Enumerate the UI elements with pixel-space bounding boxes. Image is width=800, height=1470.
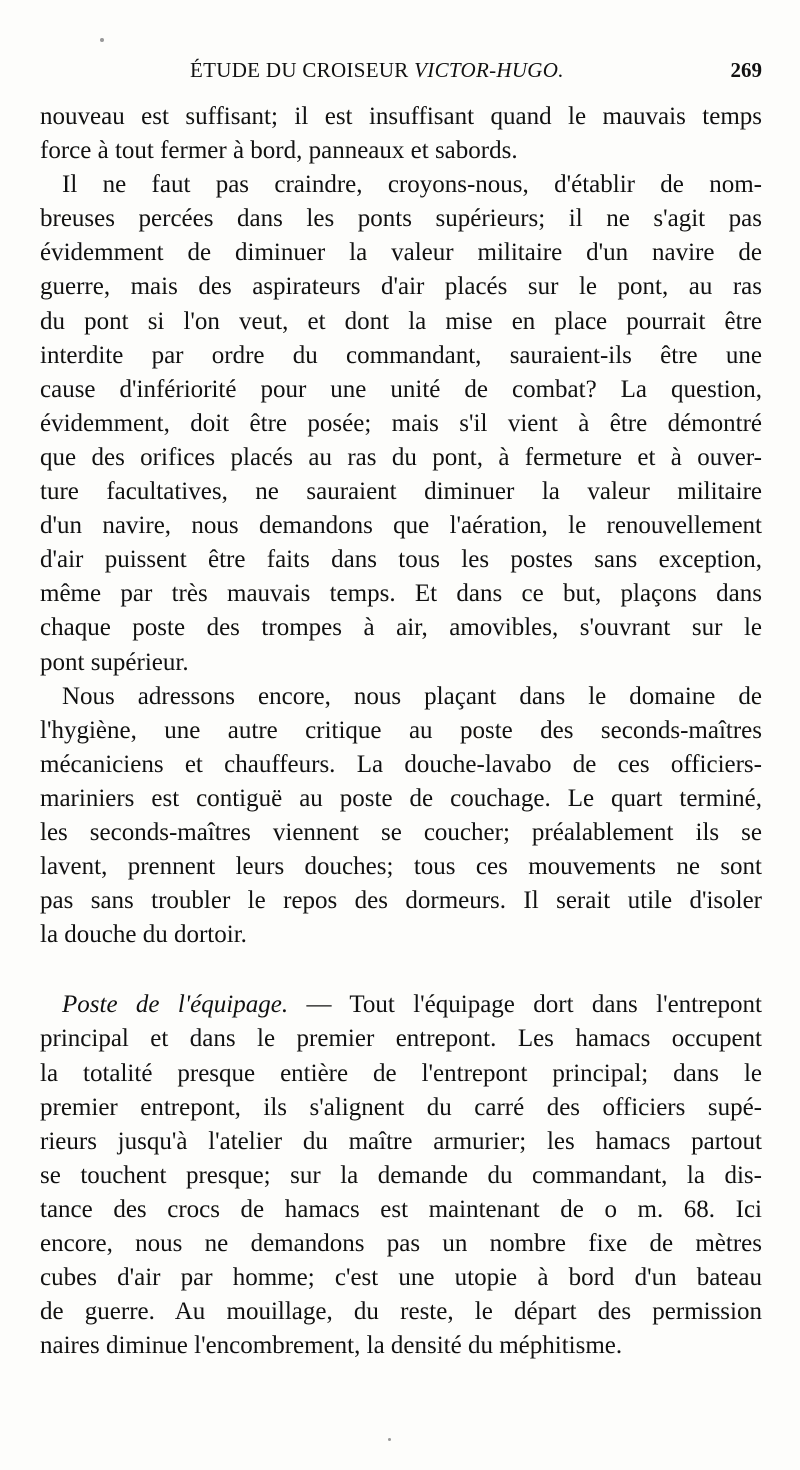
text-line: tance des crocs de hamacs est maintenant de o m. 68. Ici [40, 1195, 762, 1223]
text-line: rieurs jusqu'à l'atelier du maître armurier; les hamacs partout [40, 1127, 762, 1155]
text-line: la totalité presque entière de l'entrepont principal; dans le [40, 1059, 762, 1087]
text-line: naires diminue l'encombrement, la densité du méphitisme. [40, 1332, 623, 1360]
text-line: cubes d'air par homme; c'est une utopie à bord d'un bateau [40, 1264, 762, 1292]
running-title [190, 58, 564, 83]
section-gap [40, 952, 762, 988]
text-line: ture facultatives, ne sauraient diminuer la valeur militaire [40, 478, 762, 506]
text-line: premier entrepont, ils s'alignent du carré des officiers supé- [40, 1093, 762, 1121]
text-line: l'hygiène, une autre critique au poste des seconds-maîtres [40, 716, 762, 744]
text-line-continuation: — Tout l'équipage dort dans l'entrepont [288, 991, 762, 1019]
text-line: Nous adressons encore, nous plaçant dans le domaine de [62, 682, 762, 710]
paragraph-2 [40, 168, 762, 679]
body-text [40, 100, 762, 1363]
text-line: que des orifices placés au ras du pont, à fermeture et à ouver- [40, 443, 762, 471]
text-line: du pont si l'on veut, et dont la mise en place pourrait être [40, 307, 762, 335]
text-line [40, 988, 762, 1022]
text-line: guerre, mais des aspirateurs d'air placés sur le pont, au ras [40, 273, 762, 301]
running-head [40, 58, 762, 88]
text-line: pont supérieur. [40, 648, 189, 676]
text-line: évidemment, doit être posée; mais s'il vient à être démontré [40, 409, 762, 437]
text-line: d'air puissent être faits dans tous les postes sans exception, [40, 546, 762, 574]
text-line: d'un navire, nous demandons que l'aération, le renouvellement [40, 512, 762, 540]
text-line: la douche du dortoir. [40, 921, 247, 949]
page-number: 269 [730, 58, 762, 82]
section-run-in-heading: Poste de l'équipage. [62, 991, 289, 1019]
text-line: mariniers est contiguë au poste de couchage. Le quart terminé, [40, 784, 762, 812]
running-title-text: ÉTUDE DU CROISEUR [190, 58, 415, 82]
text-line: nouveau est suffisant; il est insuffisant quand le mauvais temps [40, 103, 762, 130]
text-line: cause d'infériorité pour une unité de combat? La question, [40, 375, 762, 403]
text-line: évidemment de diminuer la valeur militaire d'un navire de [40, 239, 762, 267]
text-line: breuses percées dans les ponts supérieurs; il ne s'agit pas [40, 205, 762, 233]
print-speck [100, 38, 104, 42]
text-line: chaque poste des trompes à air, amovibles, s'ouvrant sur le [40, 614, 762, 642]
running-title-ship-name: VICTOR-HUGO. [414, 58, 564, 82]
text-line: de guerre. Au mouillage, du reste, le départ des permission [40, 1298, 762, 1326]
text-line: interdite par ordre du commandant, sauraient-ils être une [40, 341, 762, 369]
text-line: lavent, prennent leurs douches; tous ces mouvements ne sont [40, 853, 762, 881]
text-line: Il ne faut pas craindre, croyons-nous, d'établir de nom- [62, 171, 762, 199]
text-line: se touchent presque; sur la demande du commandant, la dis- [40, 1161, 762, 1189]
print-speck [388, 1438, 391, 1441]
text-line: mécaniciens et chauffeurs. La douche-lavabo de ces officiers- [40, 750, 762, 778]
paragraph-1 [40, 100, 762, 168]
paragraph-4 [40, 988, 762, 1363]
text-line: principal et dans le premier entrepont. Les hamacs occupent [40, 1025, 762, 1053]
text-line: pas sans troubler le repos des dormeurs. Il serait utile d'isoler [40, 887, 762, 915]
text-line: les seconds-maîtres viennent se coucher; préalablement ils se [40, 818, 762, 846]
text-line: même par très mauvais temps. Et dans ce but, plaçons dans [40, 580, 762, 608]
text-line: encore, nous ne demandons pas un nombre fixe de mètres [40, 1230, 762, 1257]
text-line: force à tout fermer à bord, panneaux et sabords. [40, 137, 518, 165]
paragraph-3 [40, 680, 762, 953]
